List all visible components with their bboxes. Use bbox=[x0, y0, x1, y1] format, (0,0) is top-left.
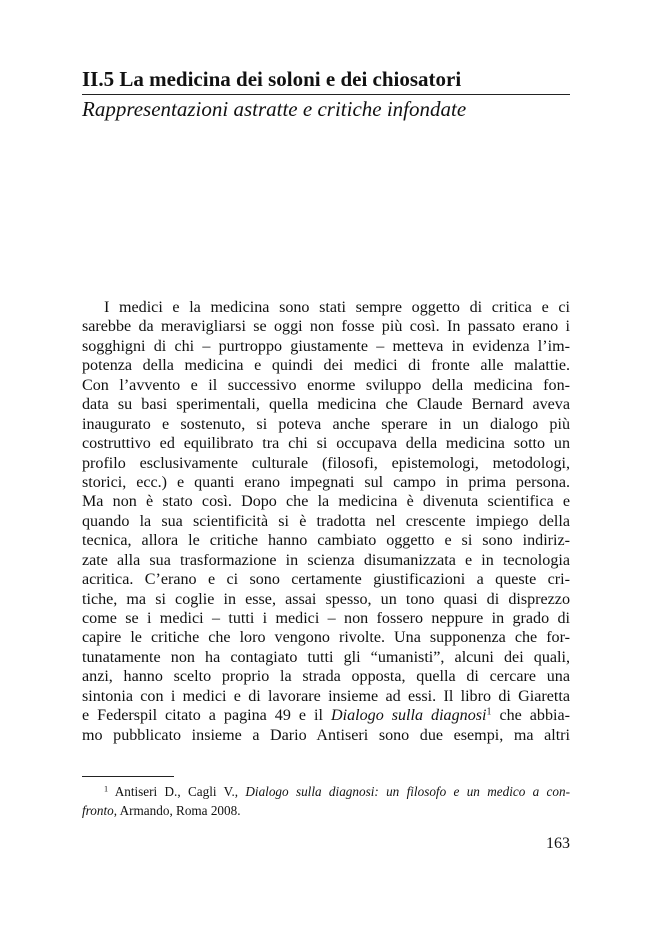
page-number: 163 bbox=[546, 835, 570, 852]
footnote-title: Dialogo sulla diagnosi: un filosofo e un medico a con- bbox=[245, 784, 570, 799]
body-text-run: che abbia- bbox=[491, 707, 570, 725]
body-line: anzi, hanno scelto proprio la strada opposta, quella di cercare una bbox=[82, 668, 570, 686]
footnote-authors: Antiseri D., Cagli V., bbox=[108, 784, 246, 799]
body-line: sintonia con i medici e di lavorare insieme ad essi. Il libro di Giaretta bbox=[82, 687, 570, 705]
body-line: tiche, ma si coglie in esse, assai spesso, un tono quasi di disprezzo bbox=[82, 590, 570, 608]
body-line: quando la sua scientificità si è tradotta nel crescente impiego della bbox=[82, 512, 570, 530]
body-line: costruttivo ed equilibrato tra chi si occupava della medicina sotto un bbox=[82, 435, 570, 453]
footnote-title: fronto bbox=[82, 803, 114, 818]
body-line: mo pubblicato insieme a Dario Antiseri sono due esempi, ma altri bbox=[82, 726, 570, 744]
footnote-publisher: , Armando, Roma 2008. bbox=[113, 803, 241, 818]
section-title: II.5 La medicina dei soloni e dei chiosatori bbox=[82, 67, 462, 91]
footnote-line bbox=[82, 801, 570, 820]
body-paragraph bbox=[82, 298, 570, 745]
section-subtitle: Rappresentazioni astratte e critiche infondate bbox=[82, 97, 467, 121]
body-line: capire le critiche che loro vengono rivolte. Una supponenza che for- bbox=[82, 629, 570, 647]
body-line: Ma non è stato così. Dopo che la medicina è divenuta scientifica e bbox=[82, 493, 570, 511]
body-line: acritica. C’erano e ci sono certamente giustificazioni a queste cri- bbox=[82, 571, 570, 589]
body-line: tunatamente non ha contagiato tutti gli “umanisti”, alcuni dei quali, bbox=[82, 648, 570, 666]
title-divider bbox=[82, 94, 570, 95]
body-line: tecnica, allora le critiche hanno cambiato oggetto e si sono indiriz- bbox=[82, 532, 570, 550]
body-line: come se i medici – tutti i medici – non fossero neppure in grado di bbox=[82, 610, 570, 627]
body-line: sogghigni di chi – purtroppo giustamente – metteva in evidenza l’im- bbox=[82, 337, 570, 355]
footnote-divider bbox=[82, 776, 174, 777]
footnote bbox=[82, 782, 570, 820]
body-line: sarebbe da meravigliarsi se oggi non fosse più così. In passato erano i bbox=[82, 318, 570, 336]
body-line: inaugurato e sostenuto, si poteva anche sperare in un dialogo più bbox=[82, 415, 570, 433]
body-line: data su basi sperimentali, quella medicina che Claude Bernard aveva bbox=[82, 396, 570, 414]
body-line: storici, ecc.) e quanti erano impegnati sul campo in prima persona. bbox=[82, 473, 570, 491]
book-title: Dialogo sulla diagnosi bbox=[330, 707, 487, 725]
body-text-run: e Federspil citato a pagina 49 e il bbox=[82, 707, 331, 725]
footnote-marker: 1 bbox=[104, 784, 109, 794]
footnote-reference[interactable]: 1 bbox=[486, 706, 492, 718]
footnote-line bbox=[82, 782, 570, 801]
body-line bbox=[82, 706, 570, 725]
body-line: zate alla sua trasformazione in scienza disumanizzata e in tecnologia bbox=[82, 551, 570, 569]
body-line: I medici e la medicina sono stati sempre oggetto di critica e ci bbox=[104, 299, 570, 316]
body-line: profilo esclusivamente culturale (filosofi, epistemologi, metodologi, bbox=[82, 454, 570, 472]
body-line: potenza della medicina e quindi dei medici di fronte alle malattie. bbox=[82, 357, 570, 375]
body-line: Con l’avvento e il successivo enorme sviluppo della medicina fon- bbox=[82, 376, 570, 394]
